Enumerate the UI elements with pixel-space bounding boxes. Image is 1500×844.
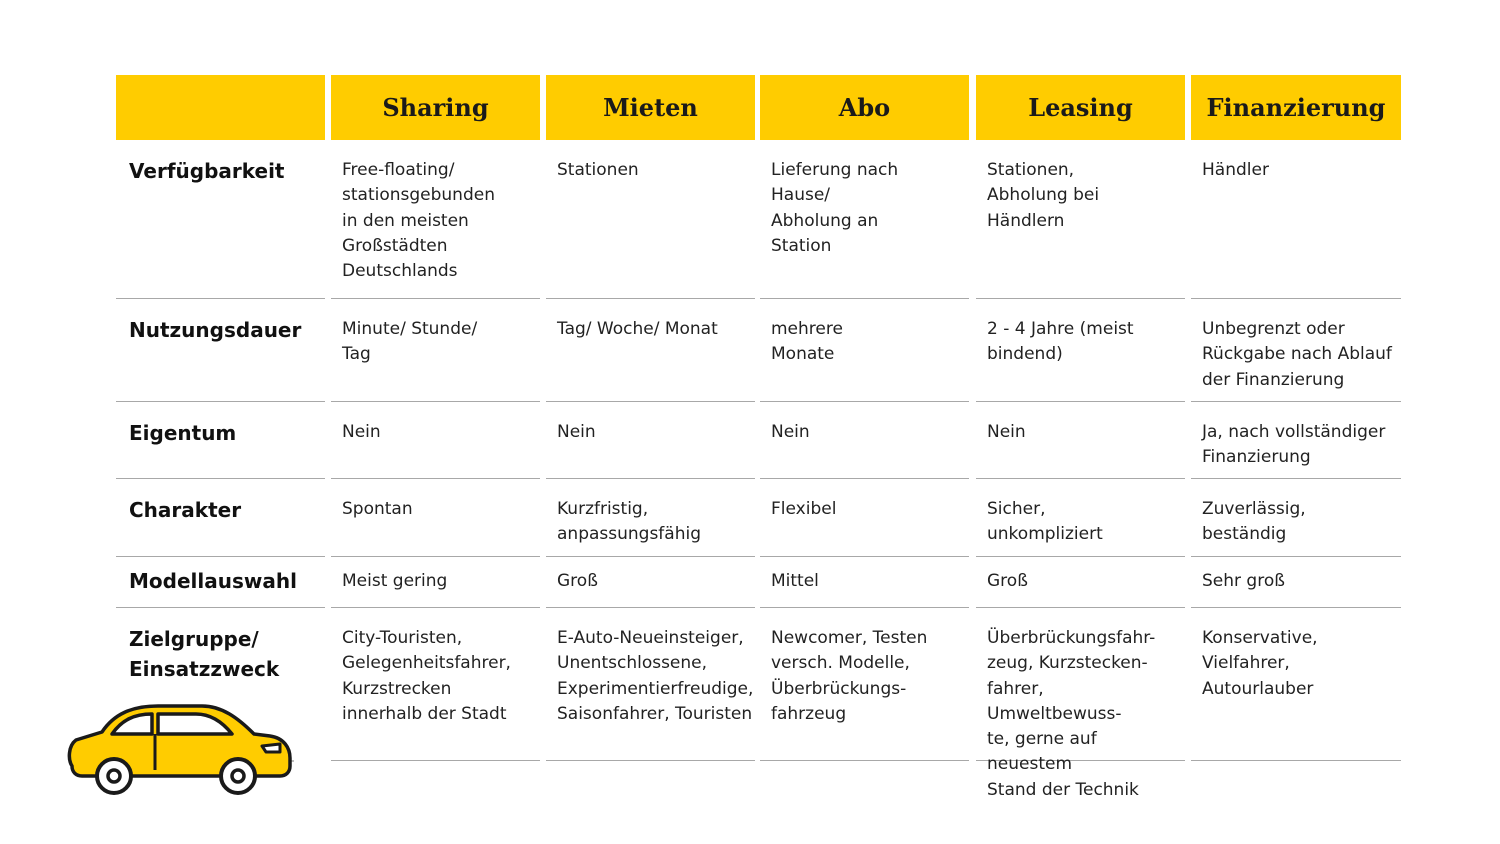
- header-cell-empty: [116, 75, 325, 140]
- cell-text: Minute/ Stunde/ Tag: [342, 319, 478, 365]
- cell-text: Händler: [1202, 160, 1269, 180]
- table-cell: [760, 608, 969, 761]
- table-cell: [976, 140, 1185, 299]
- cell-text: Nein: [987, 422, 1026, 442]
- cell-text: Groß: [557, 571, 598, 591]
- table-cell: [331, 140, 540, 299]
- table-cell: [331, 557, 540, 608]
- table-cell: [760, 402, 969, 479]
- table-row-nutzungsdauer: [116, 299, 1401, 402]
- table-cell: [976, 479, 1185, 557]
- cell-text: Stationen: [557, 160, 639, 180]
- cell-text: Stationen, Abholung bei Händlern: [987, 160, 1100, 231]
- cell-text: Nein: [771, 422, 810, 442]
- table-cell: [760, 479, 969, 557]
- cell-text: Groß: [987, 571, 1028, 591]
- table-cell: [760, 557, 969, 608]
- row-label-cell: [116, 402, 325, 479]
- header-label-abo: Abo: [838, 93, 891, 122]
- table-cell: [546, 299, 755, 402]
- table-row-charakter: [116, 479, 1401, 557]
- row-label: Eigentum: [129, 421, 237, 445]
- cell-text: Flexibel: [771, 499, 837, 519]
- car-icon: [62, 700, 294, 798]
- table-cell: [546, 140, 755, 299]
- row-label-cell: [116, 299, 325, 402]
- table-cell: [976, 557, 1185, 608]
- table-row-eigentum: [116, 402, 1401, 479]
- header-cell-abo: [760, 75, 969, 140]
- table-row-modellauswahl: [116, 557, 1401, 608]
- table-cell: [331, 479, 540, 557]
- table-cell: [976, 608, 1185, 800]
- header-cell-mieten: [546, 75, 755, 140]
- cell-text: Spontan: [342, 499, 413, 519]
- cell-text: Nein: [557, 422, 596, 442]
- cell-text: Nein: [342, 422, 381, 442]
- table-cell: [331, 299, 540, 402]
- table-cell: [760, 140, 969, 299]
- table-header-row: [116, 75, 1401, 140]
- row-label: Modellauswahl: [129, 569, 297, 593]
- cell-text: Ja, nach vollständiger Finanzierung: [1202, 422, 1386, 468]
- row-label-cell: [116, 557, 325, 608]
- cell-text: mehrere Monate: [771, 319, 843, 365]
- cell-text: Zuverlässig, beständig: [1202, 499, 1306, 545]
- table-cell: [1191, 402, 1401, 479]
- cell-text: City-Touristen, Gelegenheitsfahrer, Kurzstrecken innerhalb der Stadt: [342, 628, 511, 724]
- cell-text: Sicher, unkompliziert: [987, 499, 1103, 545]
- row-label-cell: [116, 140, 325, 299]
- header-cell-finanzierung: [1191, 75, 1401, 140]
- table-row-zielgruppe: [116, 608, 1401, 800]
- header-label-mieten: Mieten: [603, 93, 698, 122]
- row-label: Charakter: [129, 498, 242, 522]
- comparison-table: [116, 75, 1401, 800]
- table-cell: [1191, 608, 1401, 761]
- table-cell: [976, 402, 1185, 479]
- cell-text: E-Auto-Neueinsteiger, Unentschlossene, Experimentierfreudige, Saisonfahrer, Touristen: [557, 628, 754, 724]
- table-cell: [1191, 299, 1401, 402]
- cell-text: Unbegrenzt oder Rückgabe nach Ablauf der Finanzierung: [1202, 319, 1392, 390]
- header-cell-leasing: [976, 75, 1185, 140]
- cell-text: Free-floating/ stationsgebunden in den meisten Großstädten Deutschlands: [342, 160, 495, 282]
- table-cell: [546, 402, 755, 479]
- row-label: Verfügbarkeit: [129, 159, 285, 183]
- cell-text: Mittel: [771, 571, 819, 591]
- cell-text: Meist gering: [342, 571, 448, 591]
- table-cell: [1191, 479, 1401, 557]
- cell-text: 2 - 4 Jahre (meist bindend): [987, 319, 1134, 365]
- table-cell: [331, 402, 540, 479]
- header-label-sharing: Sharing: [382, 93, 489, 122]
- table-cell: [331, 608, 540, 761]
- row-label: Zielgruppe/ Einsatzzweck: [129, 627, 280, 681]
- table-cell: [546, 608, 755, 761]
- row-label: Nutzungsdauer: [129, 318, 302, 342]
- header-cell-sharing: [331, 75, 540, 140]
- table-cell: [1191, 557, 1401, 608]
- table-cell: [760, 299, 969, 402]
- table-row-verfuegbarkeit: [116, 140, 1401, 299]
- table-cell: [546, 479, 755, 557]
- cell-text: Kurzfristig, anpassungsfähig: [557, 499, 702, 545]
- table-cell: [546, 557, 755, 608]
- cell-text: Newcomer, Testen versch. Modelle, Überbrückungs- fahrzeug: [771, 628, 928, 724]
- table-cell: [976, 299, 1185, 402]
- header-label-finanzierung: Finanzierung: [1206, 93, 1386, 122]
- table-cell: [1191, 140, 1401, 299]
- cell-text: Lieferung nach Hause/ Abholung an Station: [771, 160, 899, 256]
- cell-text: Überbrückungsfahr- zeug, Kurzstecken- fahrer, Umweltbewuss- te, gerne auf neuestem Stand der Technik: [987, 628, 1156, 800]
- header-label-leasing: Leasing: [1028, 93, 1133, 122]
- row-label-cell: [116, 479, 325, 557]
- cell-text: Konservative, Vielfahrer, Autourlauber: [1202, 628, 1318, 699]
- cell-text: Tag/ Woche/ Monat: [557, 319, 718, 339]
- cell-text: Sehr groß: [1202, 571, 1285, 591]
